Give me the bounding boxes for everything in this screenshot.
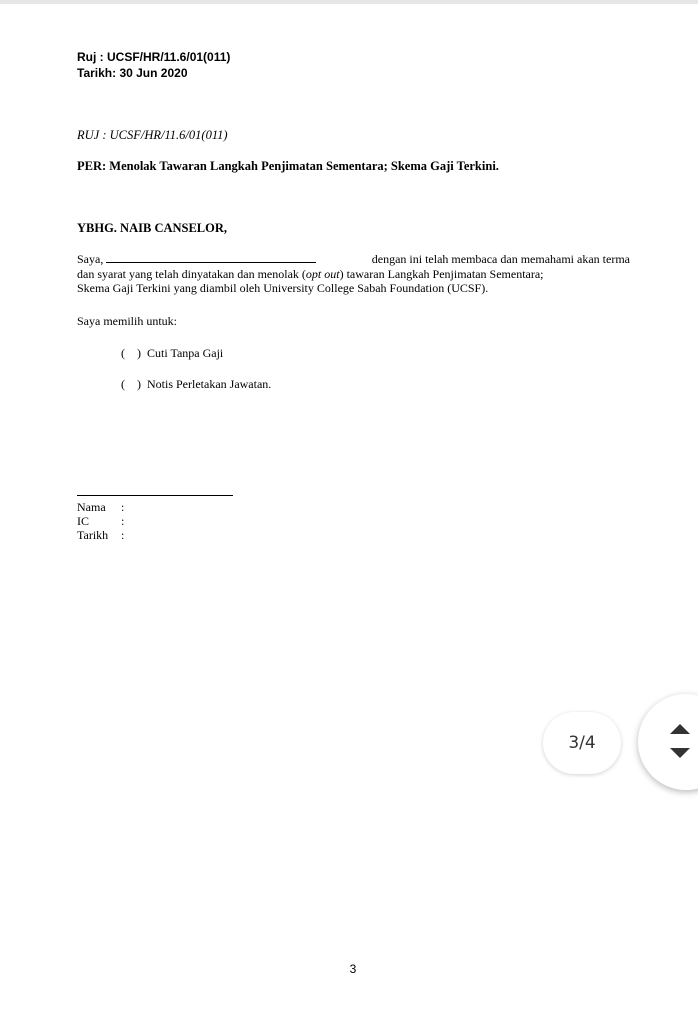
body-saya: Saya, xyxy=(77,252,316,267)
letter-subject: PER: Menolak Tawaran Langkah Penjimatan Sementara; Skema Gaji Terkini. xyxy=(77,159,499,173)
sig-field-tarikh xyxy=(77,528,124,542)
page-indicator: 3/4 xyxy=(543,712,621,774)
choose-label: Saya memilih untuk: xyxy=(77,314,177,328)
header-ruj: Ruj : UCSF/HR/11.6/01(011) xyxy=(77,50,231,64)
document-page[interactable] xyxy=(0,4,698,1024)
page-number: 3 xyxy=(349,962,357,976)
up-down-arrows-icon xyxy=(668,722,692,760)
option-checkbox: ( ) xyxy=(121,377,141,391)
sig-field-label: IC xyxy=(77,514,89,528)
opt-out-italic: opt out xyxy=(305,266,340,281)
sig-field-nama xyxy=(77,500,124,514)
option-cuti-tanpa-gaji xyxy=(121,346,223,361)
body-line-2 xyxy=(77,267,630,282)
signature-fields xyxy=(77,500,124,542)
option-label: Cuti Tanpa Gaji xyxy=(147,346,224,360)
letter-salutation: YBHG. NAIB CANSELOR, xyxy=(77,221,228,235)
sig-field-sep: : xyxy=(121,500,125,514)
letter-body xyxy=(77,252,630,296)
letter-reference: RUJ : UCSF/HR/11.6/01(011) xyxy=(77,128,228,142)
sig-field-sep: : xyxy=(121,514,125,528)
body-line-1-rest: dengan ini telah membaca dan memahami akan terma xyxy=(371,252,630,266)
letter-header-block xyxy=(77,49,230,81)
body-line-2-text: dan syarat yang telah dinyatakan dan menolak (opt out) tawaran Langkah Penjimatan Sementara; xyxy=(77,266,544,281)
sig-field-label: Nama xyxy=(77,500,106,514)
option-label: Notis Perletakan Jawatan. xyxy=(147,377,272,391)
signature-line xyxy=(77,495,233,496)
option-checkbox: ( ) xyxy=(121,346,141,360)
name-blank-line xyxy=(106,252,316,263)
body-line-3-text: Skema Gaji Terkini yang diambil oleh University College Sabah Foundation (UCSF). xyxy=(77,281,489,295)
sig-field-sep: : xyxy=(121,528,125,542)
sig-field-label: Tarikh xyxy=(77,528,109,542)
body-line-3 xyxy=(77,281,630,296)
header-tarikh: Tarikh: 30 Jun 2020 xyxy=(77,66,188,80)
sig-field-ic xyxy=(77,514,124,528)
option-notis-perletakan-jawatan xyxy=(121,377,271,392)
body-line-1 xyxy=(77,252,630,267)
